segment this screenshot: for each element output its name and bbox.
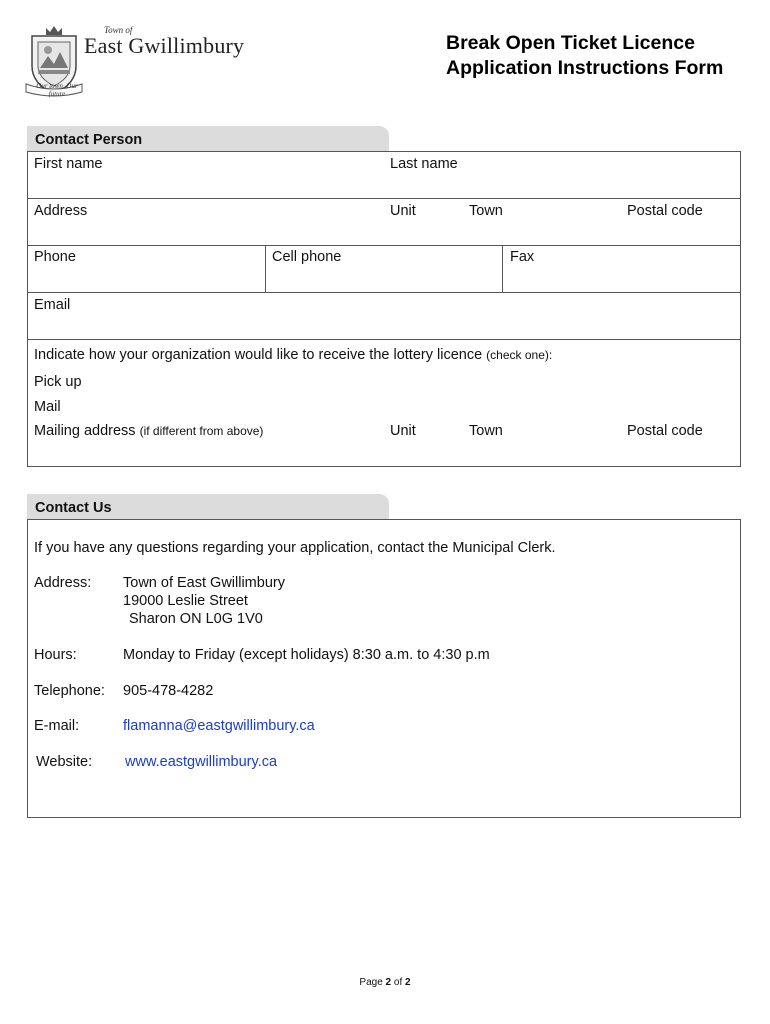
mailing-address-field[interactable] xyxy=(34,423,263,439)
contact-us-box xyxy=(27,519,741,818)
contact-person-heading: Contact Person xyxy=(35,132,143,148)
delivery-row xyxy=(28,340,740,466)
postal-code-field[interactable]: Postal code xyxy=(627,203,703,219)
current-page: 2 xyxy=(385,977,392,988)
contact-intro: If you have any questions regarding your application, contact the Municipal Clerk. xyxy=(34,540,556,556)
email-field[interactable]: Email xyxy=(34,297,71,313)
email-label: E-mail: xyxy=(34,718,80,734)
page-number xyxy=(0,977,770,988)
address-line-1: Town of East Gwillimbury xyxy=(123,575,285,591)
town-logo xyxy=(24,22,254,98)
mailing-unit-field[interactable]: Unit xyxy=(390,423,416,439)
telephone-value: 905-478-4282 xyxy=(123,683,214,699)
mail-option[interactable]: Mail xyxy=(34,399,61,415)
mailing-postal-code-field[interactable]: Postal code xyxy=(627,423,703,439)
receive-note: (check one): xyxy=(486,348,553,362)
logo-motto: Our town, Our future xyxy=(36,82,78,98)
telephone-label: Telephone: xyxy=(34,683,105,699)
receive-prompt xyxy=(34,347,552,363)
mailing-address-note: (if different from above) xyxy=(139,424,264,438)
pick-up-option[interactable]: Pick up xyxy=(34,374,82,390)
phone-row xyxy=(28,246,740,293)
contact-person-tab xyxy=(27,126,389,152)
title-line-2: Application Instructions Form xyxy=(446,57,724,79)
town-field[interactable]: Town xyxy=(469,203,503,219)
website-link[interactable]: www.eastgwillimbury.ca xyxy=(125,754,278,770)
address-label: Address: xyxy=(34,575,92,591)
address-line-2: 19000 Leslie Street xyxy=(123,593,248,609)
phone-field[interactable]: Phone xyxy=(34,249,76,265)
phone-divider xyxy=(265,246,266,292)
email-link[interactable]: flamanna@eastgwillimbury.ca xyxy=(123,718,315,734)
contact-us-tab xyxy=(27,494,389,520)
logo-town-name: East Gwillimbury xyxy=(84,33,245,58)
cell-phone-field[interactable]: Cell phone xyxy=(272,249,342,265)
first-name-field[interactable]: First name xyxy=(34,156,103,172)
address-row xyxy=(28,199,740,246)
hours-value: Monday to Friday (except holidays) 8:30 a.m. to 4:30 p.m xyxy=(123,647,490,663)
mailing-address-label: Mailing address xyxy=(34,423,136,439)
contact-person-box xyxy=(27,151,741,467)
address-line-3: Sharon ON L0G 1V0 xyxy=(129,611,263,627)
address-field[interactable]: Address xyxy=(34,203,88,219)
mailing-town-field[interactable]: Town xyxy=(469,423,503,439)
hours-label: Hours: xyxy=(34,647,77,663)
fax-field[interactable]: Fax xyxy=(510,249,535,265)
contact-us-heading: Contact Us xyxy=(35,500,112,516)
website-label: Website: xyxy=(36,754,93,770)
logo-small-text: Town of xyxy=(104,25,133,35)
title-line-1: Break Open Ticket Licence xyxy=(446,32,695,54)
cell-divider xyxy=(502,246,503,292)
name-row xyxy=(28,152,740,199)
page-word: Page xyxy=(359,977,383,988)
receive-prompt-text: Indicate how your organization would like to receive the lottery licence xyxy=(34,347,483,363)
unit-field[interactable]: Unit xyxy=(390,203,416,219)
total-pages: 2 xyxy=(405,977,411,988)
page-title xyxy=(446,31,723,81)
last-name-field[interactable]: Last name xyxy=(390,156,458,172)
email-row xyxy=(28,293,740,340)
of-word: of xyxy=(393,977,403,988)
